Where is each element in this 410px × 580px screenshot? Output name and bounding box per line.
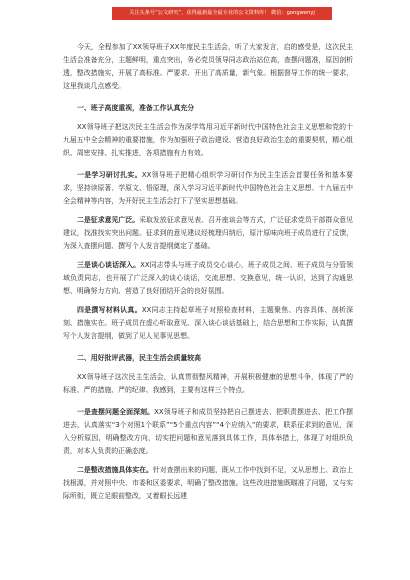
section1-item-4 xyxy=(63,304,353,343)
item-text: XX领导班子把精心组织学习研讨作为民主生活会首要任务和基本要求，坚持读原著、学原文、悟原理，深入学习习近平新时代中国特色社会主义思想、十九届五中全会精神等内容，为开好民主生活会打下了坚实思想基础。 xyxy=(63,171,353,205)
header-banner: 关注头条号“公文研究”，获得最新最全最专业的公文资料库！ 微信：gongwenyj xyxy=(112,7,332,20)
item-text: 针对查摆出来的问题，既从工作中找到不足，又从思想上、政治上找根源，并对照中央、市委和区委要求，明确了整改措施。这些改进措施既瞄准了问题，又与实际所衔，既立足眼前整改，又着眼长远建 xyxy=(63,466,354,500)
article-body xyxy=(63,41,353,503)
section2-body: XX领导班子这次民主生活会，认真贯彻整风精神，开展积极健康的思想斗争，体现了严的标准、严的措施、严的纪律、我感到，主要有这样三个特点。 xyxy=(63,373,353,394)
item-lead: 二是征求意见广泛。 xyxy=(77,216,140,224)
section2-heading: 二、用好批评武器，民主生活会质量较高 xyxy=(77,354,202,362)
item-lead: 一是学习研讨扎实。 xyxy=(77,171,142,179)
item-lead: 四是撰写材料认真。 xyxy=(77,306,142,314)
item-lead: 三是谈心谈话深入。 xyxy=(77,261,141,269)
item-text: XX领导班子和成员坚持把自己摆进去、把职责摆进去、把工作摆进去，认真落实“3个对照1个联系”“5个重点内容”“4个应纳入”的要求，联系征求到的意见，深入分析原因，明确整改方向，切实把问题和意见落到具体工作，具体举措上，体现了对组织负责，对本人负责的正确态度。 xyxy=(63,408,353,455)
item-lead: 二是整改措施具体实在。 xyxy=(77,466,153,474)
intro-paragraph: 今天，全程参加了XX领导班子XX年度民主生活会，听了大家发言，启的感受是，这次民主生活会准备充分，主题鲜明，重点突出，务必党员领导同志政治站位高，查摆问题准，原因剖析透，整改措施实，开展了高标准、严要求、开出了高质量，新气象。根据督导工作的统一要求，这里我谈几点感受。 xyxy=(63,43,353,90)
section2-item-1 xyxy=(63,406,353,458)
section1-item-2 xyxy=(63,214,353,253)
section1-body: XX领导班子把这次民主生活会作为深学笃用习近平新时代中国特色社会主义思想和党的十九届五中全会精神的重要措施，作为加强班子政治建设、营造良好政治生态的重要契机，精心组织、周密安排、扎实推进，各项措施有力有效。 xyxy=(63,123,353,157)
section2-item-2 xyxy=(63,464,353,503)
item-text: XX同志主持起草班子对照检查材料，主题聚焦、内容具体、剖析深刻、措施实在。班子成员在虚心听取意见、深入谈心谈话基础上，结合思想和工作实际，认真撰写个人发言提纲，做到了见人见事见思想。 xyxy=(63,306,353,340)
section1-item-1 xyxy=(63,169,353,208)
section1-item-3 xyxy=(63,259,353,298)
item-text: XX同志带头与班子成员交心谈心，班子成员之间、班子成员与分管领域负责同志，也开展了广泛深入的谈心谈话，交流思想、交换意见，统一认识，达到了沟通思想、明确努力方向、营造了良好团结开会的良好氛围。 xyxy=(63,261,353,295)
item-lead: 一是查摆问题全面深刻。 xyxy=(77,408,155,416)
section1-heading: 一、班子高度重视，准备工作认真充分 xyxy=(77,104,195,112)
item-text: 采取发放征求意见表、召开座谈会等方式，广泛征求党员干部群众意见建议，找准找实突出问题。征求到的意见建议经梳理归纳后，原汁原味向班子成员进行了反馈，为深入查摆问题、撰写个人发言提纲奠定了基础。 xyxy=(63,216,354,250)
